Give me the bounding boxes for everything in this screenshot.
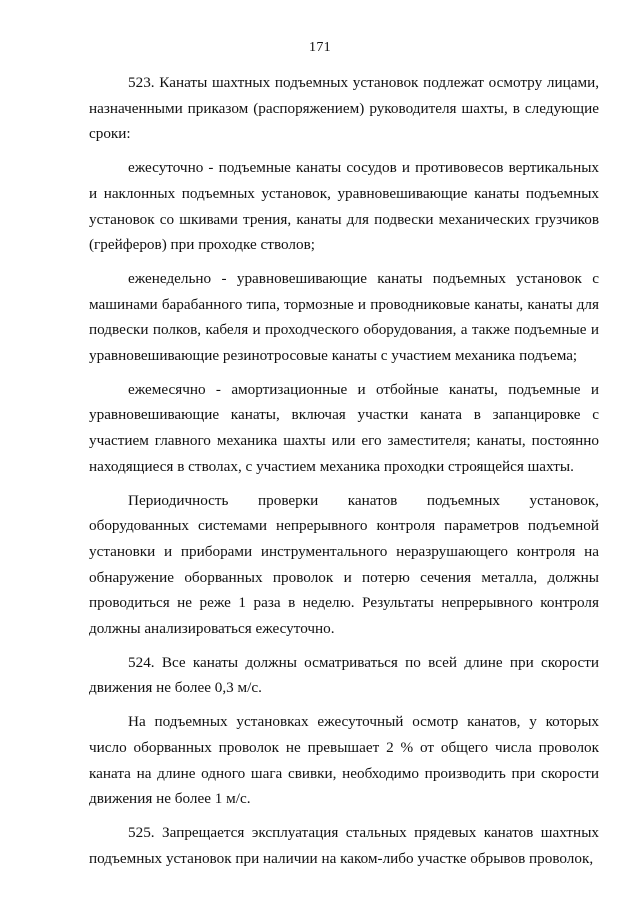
document-body — [89, 70, 599, 879]
paragraph-524: 524. Все канаты должны осматриваться по всей длине при скорости движения не более 0,3 м/с. — [89, 653, 599, 697]
page-number: 171 — [309, 40, 331, 55]
paragraph-525: 525. Запрещается эксплуатация стальных прядевых канатов шахтных подъемных установок при наличии на каком-либо участке обрывов проволок, — [89, 823, 599, 867]
paragraph-523-intro: 523. Канаты шахтных подъемных установок подлежат осмотру лицами, назначенными приказом (распоряжением) руководителя шахты, в следующие сроки: — [89, 74, 599, 143]
paragraph-monthly: ежемесячно - амортизационные и отбойные канаты, подъемные и уравновешивающие канаты, включая участки каната в запанцировке с участием главного механика шахты или его заместителя; канаты, постоянно находящиеся в стволах, с участием механика проходки строящейся шахты. — [89, 380, 599, 475]
paragraph-daily: ежесуточно - подъемные канаты сосудов и противовесов вертикальных и наклонных подъемных установок, уравновешивающие канаты подъемных установок со шкивами трения, канаты для подвески механических грузчиков (грейферов) при проходке стволов; — [89, 159, 599, 254]
paragraph-periodicity: Периодичность проверки канатов подъемных установок, оборудованных системами непрерывного контроля параметров подъемной установки и приборами инструментального неразрушающего контроля на обнаружение оборванных проволок и потерю сечения металла, должны проводиться не реже 1 раза в неделю. Результаты непрерывного контроля должны анализироваться ежесуточно. — [89, 491, 599, 638]
paragraph-weekly: еженедельно - уравновешивающие канаты подъемных установок с машинами барабанного типа, тормозные и проводниковые канаты, канаты для подвески полков, кабеля и проходческого оборудования, а также подъемные и уравновешивающие резинотросовые канаты с участием механика подъема; — [89, 269, 599, 365]
paragraph-daily-inspection: На подъемных установках ежесуточный осмотр канатов, у которых число оборванных проволок не превышает 2 % от общего числа проволок каната на длине одного шага свивки, необходимо производить при скорости движения не более 1 м/с. — [89, 713, 599, 808]
